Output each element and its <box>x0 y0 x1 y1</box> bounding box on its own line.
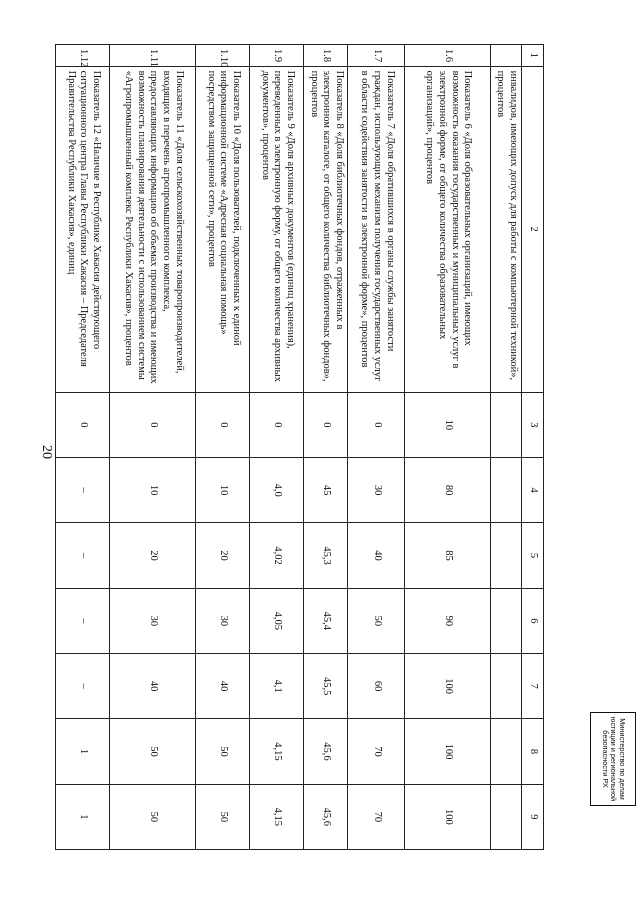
value-cell: 30 <box>348 458 405 523</box>
value-cell: 45,6 <box>304 784 348 849</box>
column-header: 3 <box>522 392 544 457</box>
stamp-line: Министерство по делам <box>617 718 627 800</box>
table-row <box>304 45 348 850</box>
table-row <box>56 45 110 850</box>
indicator-text: Показатель 10 «Доля пользователей, подключенных к единой информационной системе «Адресная социальная помощь» посредством защищенной сети», процентов <box>196 66 250 392</box>
value-cell: 30 <box>110 588 196 653</box>
value-cell: 100 <box>405 654 491 719</box>
value-cell: 0 <box>250 392 304 457</box>
stamp-text <box>591 713 635 805</box>
value-cell: – <box>56 523 110 588</box>
value-cell: 100 <box>405 719 491 784</box>
column-header: 5 <box>522 523 544 588</box>
value-cell: – <box>56 588 110 653</box>
value-cell: 10 <box>405 392 491 457</box>
value-cell: 0 <box>56 392 110 457</box>
value-cell: 10 <box>110 458 196 523</box>
value-cell: 1 <box>56 784 110 849</box>
value-cell: 45,3 <box>304 523 348 588</box>
indicator-text: инвалидов, имеющих допуск для работы с компьютерной техникой», процентов <box>491 66 522 392</box>
value-cell <box>491 523 522 588</box>
value-cell: 1 <box>56 719 110 784</box>
indicator-text: Показатель 12 «Наличие в Республике Хакасия действующего ситуационного центра Главы Республики Хакасия – Председателя Правительства Республики Хакасия», единиц <box>56 66 110 392</box>
value-cell: 4,05 <box>250 588 304 653</box>
value-cell: 40 <box>196 654 250 719</box>
column-header: 1 <box>522 45 544 67</box>
indicator-text: Показатель 11 «Доля сельскохозяйственных товаропроизводителей, входящих в перечень агропромышленного комплекса, предоставляющих информацию об объемах производства и имеющих возможность планирования деятельности с использованием системы «Агропромышленный комплекс Республики Хакасия», процентов <box>110 66 196 392</box>
value-cell: 20 <box>110 523 196 588</box>
header-row <box>522 45 544 850</box>
value-cell: – <box>56 458 110 523</box>
value-cell: 45,6 <box>304 719 348 784</box>
value-cell: 50 <box>196 784 250 849</box>
row-index: 1.7 <box>348 45 405 67</box>
column-header: 9 <box>522 784 544 849</box>
row-index: 1.9 <box>250 45 304 67</box>
stamp-line: безопасности РХ <box>600 730 610 788</box>
column-header: 8 <box>522 719 544 784</box>
page-number: 20 <box>39 445 54 459</box>
table-row <box>250 45 304 850</box>
value-cell: 40 <box>348 523 405 588</box>
value-cell: – <box>56 654 110 719</box>
value-cell: 10 <box>196 458 250 523</box>
column-header: 6 <box>522 588 544 653</box>
value-cell: 45 <box>304 458 348 523</box>
value-cell: 4,1 <box>250 654 304 719</box>
value-cell: 4,02 <box>250 523 304 588</box>
value-cell: 20 <box>196 523 250 588</box>
table-row <box>491 45 522 850</box>
indicator-text: Показатель 7 «Доля обратившихся в органы службы занятости граждан, использующих механизм получения государственных услуг в области содействия занятости в электронной форме», процентов <box>348 66 405 392</box>
table-row <box>348 45 405 850</box>
indicator-table <box>55 44 544 850</box>
value-cell: 0 <box>304 392 348 457</box>
value-cell: 90 <box>405 588 491 653</box>
value-cell: 0 <box>348 392 405 457</box>
value-cell <box>491 654 522 719</box>
row-index: 1.12 <box>56 45 110 67</box>
table-row <box>110 45 196 850</box>
value-cell: 60 <box>348 654 405 719</box>
value-cell: 4,15 <box>250 784 304 849</box>
indicator-text: Показатель 6 «Доля образовательных организаций, имеющих возможность оказания государственных и муниципальных услуг в электронной форме, от общего количества образовательных организаций», процентов <box>405 66 491 392</box>
value-cell: 100 <box>405 784 491 849</box>
column-header: 7 <box>522 654 544 719</box>
row-index: 1.6 <box>405 45 491 67</box>
row-index: 1.11 <box>110 45 196 67</box>
value-cell: 50 <box>110 719 196 784</box>
value-cell: 50 <box>110 784 196 849</box>
table-row <box>196 45 250 850</box>
value-cell: 4,0 <box>250 458 304 523</box>
value-cell <box>491 784 522 849</box>
value-cell: 0 <box>196 392 250 457</box>
indicator-text: Показатель 9 «Доля архивных документов (единиц хранения), переведенных в электронную форму, от общего количества архивных документов», процентов <box>250 66 304 392</box>
value-cell: 70 <box>348 784 405 849</box>
table-row <box>405 45 491 850</box>
value-cell: 80 <box>405 458 491 523</box>
value-cell: 4,15 <box>250 719 304 784</box>
row-index <box>491 45 522 67</box>
value-cell: 70 <box>348 719 405 784</box>
value-cell: 50 <box>196 719 250 784</box>
column-header: 4 <box>522 458 544 523</box>
column-header: 2 <box>522 66 544 392</box>
value-cell <box>491 458 522 523</box>
value-cell: 45,4 <box>304 588 348 653</box>
registration-stamp <box>590 712 636 806</box>
row-index: 1.8 <box>304 45 348 67</box>
rotated-content <box>65 44 544 850</box>
value-cell <box>491 719 522 784</box>
value-cell <box>491 392 522 457</box>
value-cell: 40 <box>110 654 196 719</box>
value-cell: 30 <box>196 588 250 653</box>
stamp-line: юстиции и региональной <box>609 716 619 802</box>
indicator-text: Показатель 8 «Доля библиотечных фондов, отраженных в электронном каталоге, от общего количества библиотечных фондов», процентов <box>304 66 348 392</box>
value-cell: 50 <box>348 588 405 653</box>
value-cell <box>491 588 522 653</box>
value-cell: 85 <box>405 523 491 588</box>
value-cell: 45,5 <box>304 654 348 719</box>
table-region <box>65 44 544 850</box>
value-cell: 0 <box>110 392 196 457</box>
row-index: 1.10 <box>196 45 250 67</box>
